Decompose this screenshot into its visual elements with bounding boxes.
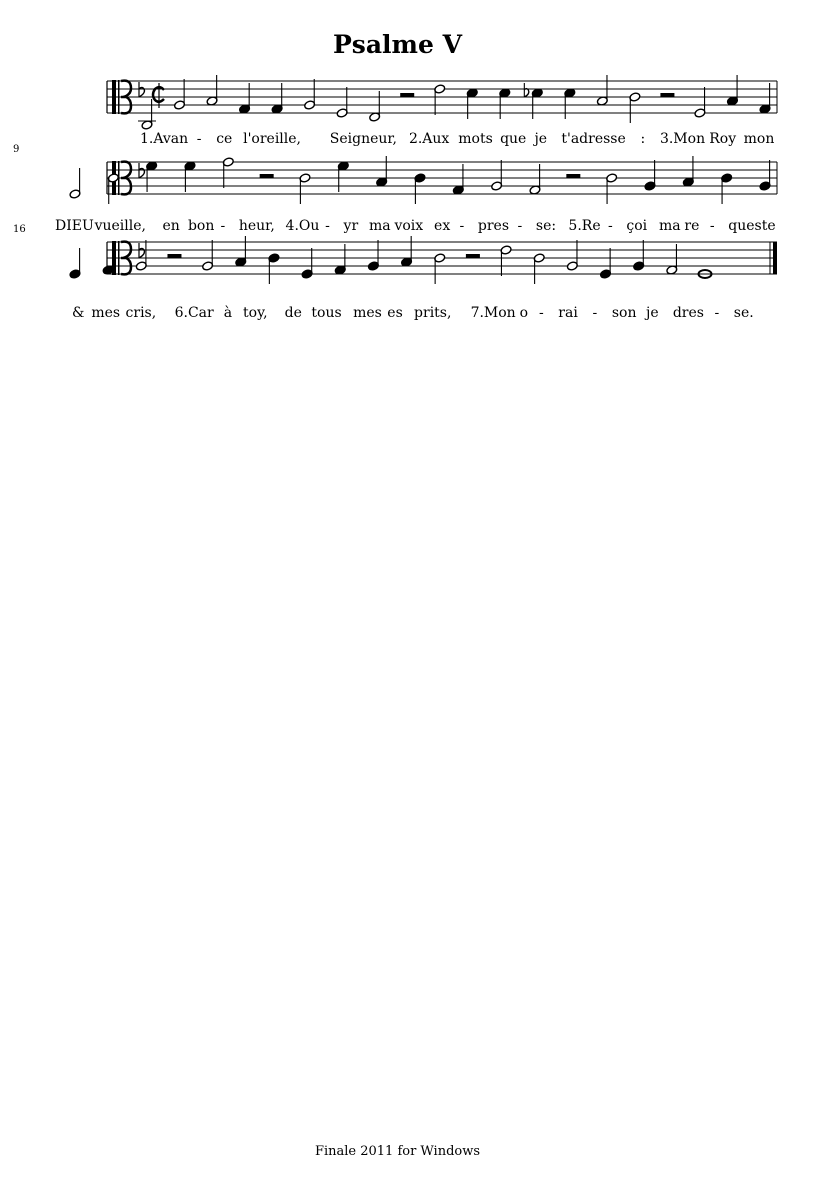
lyric-syllable: mes xyxy=(91,305,121,321)
lyric-syllable: tous xyxy=(311,305,342,321)
lyric-syllable: toy, xyxy=(243,305,268,321)
quarter-note xyxy=(235,236,247,267)
quarter-note xyxy=(184,161,196,192)
half-rest xyxy=(466,254,480,258)
quarter-note xyxy=(337,161,349,192)
lyrics-line-2 xyxy=(55,218,776,234)
staff-system-1 xyxy=(107,75,777,130)
staff-system-2 xyxy=(13,144,777,204)
lyric-syllable: l'oreille, xyxy=(243,131,302,147)
score-title: Psalme V xyxy=(332,30,463,59)
quarter-note xyxy=(644,160,656,191)
quarter-note xyxy=(401,236,413,267)
lyric-syllable: prits, xyxy=(414,305,452,321)
half-note xyxy=(606,173,618,204)
half-note xyxy=(491,160,503,191)
half-rest xyxy=(400,93,414,97)
half-note xyxy=(533,253,545,284)
lyric-syllable: mon xyxy=(743,131,775,147)
half-rest xyxy=(660,93,674,97)
lyric-syllable: çoi xyxy=(626,218,648,234)
footer-text: Finale 2011 for Windows xyxy=(314,1144,481,1159)
half-note xyxy=(566,240,578,271)
lyric-syllable: que xyxy=(500,131,527,147)
lyric-syllable: t'adresse xyxy=(561,131,626,147)
quarter-note xyxy=(268,253,280,284)
quarter-note xyxy=(367,240,379,271)
lyric-syllable: ex xyxy=(434,218,451,234)
quarter-note xyxy=(334,244,346,275)
quarter-note xyxy=(600,248,612,279)
lyric-syllable: ma xyxy=(658,218,681,234)
quarter-note xyxy=(759,83,771,114)
quarter-note xyxy=(633,240,645,271)
half-note xyxy=(369,91,381,122)
lyric-syllable: - xyxy=(709,218,715,234)
lyric-syllable: 2.Aux xyxy=(408,131,450,147)
quarter-note xyxy=(759,160,771,191)
lyric-syllable: je xyxy=(646,305,659,321)
measure-number: 16 xyxy=(13,224,26,235)
lyric-syllable: pres xyxy=(477,218,510,234)
lyric-syllable: - xyxy=(538,305,544,321)
quarter-note xyxy=(499,88,511,119)
lyric-syllable: 3.Mon xyxy=(659,131,706,147)
half-note xyxy=(694,87,706,118)
lyric-syllable: - xyxy=(714,305,720,321)
lyric-syllable: heur, xyxy=(238,218,275,234)
lyric-syllable: Roy xyxy=(709,131,737,147)
half-note xyxy=(299,173,311,204)
half-note xyxy=(434,253,446,284)
lyric-syllable: 4.Ou xyxy=(285,218,320,234)
lyric-syllable: - xyxy=(592,305,598,321)
lyric-syllable: - xyxy=(517,218,523,234)
quarter-note xyxy=(466,88,478,119)
half-note xyxy=(434,84,446,115)
lyric-syllable: & xyxy=(72,305,85,321)
lyric-syllable: vueille, xyxy=(94,218,146,234)
lyric-syllable: - xyxy=(608,218,613,234)
lyric-syllable: DIEU xyxy=(55,218,94,234)
lyric-syllable: yr xyxy=(343,218,359,234)
half-note xyxy=(629,92,641,123)
half-note xyxy=(69,168,81,199)
half-note xyxy=(304,79,316,110)
half-note xyxy=(202,240,214,271)
lyric-syllable: se. xyxy=(733,305,754,321)
quarter-note xyxy=(564,88,576,119)
quarter-note xyxy=(524,83,543,119)
half-note xyxy=(206,75,218,106)
lyric-syllable: Seigneur, xyxy=(329,131,398,147)
half-note xyxy=(222,157,234,188)
lyric-syllable: voix xyxy=(394,218,424,234)
lyric-syllable: 1.Avan xyxy=(140,131,189,147)
lyric-syllable: : xyxy=(640,131,646,147)
quarter-note xyxy=(146,161,158,192)
lyric-syllable: en xyxy=(162,218,180,234)
cut-time-icon xyxy=(153,83,164,108)
lyric-syllable: - xyxy=(459,218,465,234)
lyric-syllable: mes xyxy=(353,305,382,321)
quarter-note xyxy=(239,83,251,114)
quarter-note xyxy=(452,164,464,195)
half-rest xyxy=(167,254,181,258)
measure-number: 9 xyxy=(13,144,20,155)
quarter-note xyxy=(376,156,388,187)
half-note xyxy=(135,240,147,271)
half-note xyxy=(596,75,608,106)
lyric-syllable: se: xyxy=(535,218,557,234)
lyric-syllable: re xyxy=(684,218,700,234)
lyric-syllable: 6.Car xyxy=(174,305,214,321)
lyric-syllable: son xyxy=(611,305,637,321)
half-note xyxy=(138,99,156,130)
quarter-note xyxy=(271,83,283,114)
lyric-syllable: queste xyxy=(728,218,776,234)
lyric-syllable: ma xyxy=(368,218,391,234)
lyric-syllable: - xyxy=(325,218,330,234)
half-note xyxy=(500,245,512,276)
alto-clef-icon xyxy=(112,80,131,114)
half-note xyxy=(529,164,541,195)
half-rest xyxy=(566,174,580,178)
quarter-note xyxy=(301,248,313,279)
lyric-syllable: - xyxy=(220,218,226,234)
lyric-syllable: ce xyxy=(216,131,233,147)
quarter-note xyxy=(727,75,739,106)
half-note xyxy=(336,87,348,118)
quarter-note xyxy=(682,156,694,187)
lyrics-line-1 xyxy=(140,131,774,147)
lyric-syllable: cris, xyxy=(125,305,157,321)
quarter-note xyxy=(69,248,81,279)
lyric-syllable: mots xyxy=(458,131,493,147)
half-note xyxy=(666,244,678,275)
lyric-syllable: dres xyxy=(672,305,704,321)
half-note xyxy=(174,79,186,110)
lyric-syllable: bon xyxy=(187,218,215,234)
quarter-note xyxy=(102,244,114,275)
lyric-syllable: rai xyxy=(558,305,578,321)
lyric-syllable: je xyxy=(534,131,548,147)
lyric-syllable: 7.Mon xyxy=(470,305,516,321)
half-rest xyxy=(260,174,274,178)
lyric-syllable: à xyxy=(223,305,233,321)
lyric-syllable: 5.Re xyxy=(568,218,601,234)
quarter-note xyxy=(721,173,733,204)
lyrics-line-3 xyxy=(72,304,754,321)
quarter-note xyxy=(414,173,426,204)
lyric-syllable: es xyxy=(387,305,403,321)
lyric-syllable: o xyxy=(519,305,529,321)
final-barline-thick xyxy=(773,242,777,274)
lyric-syllable: de xyxy=(284,305,302,321)
alto-clef-icon xyxy=(112,241,131,275)
lyric-syllable: - xyxy=(196,131,202,147)
